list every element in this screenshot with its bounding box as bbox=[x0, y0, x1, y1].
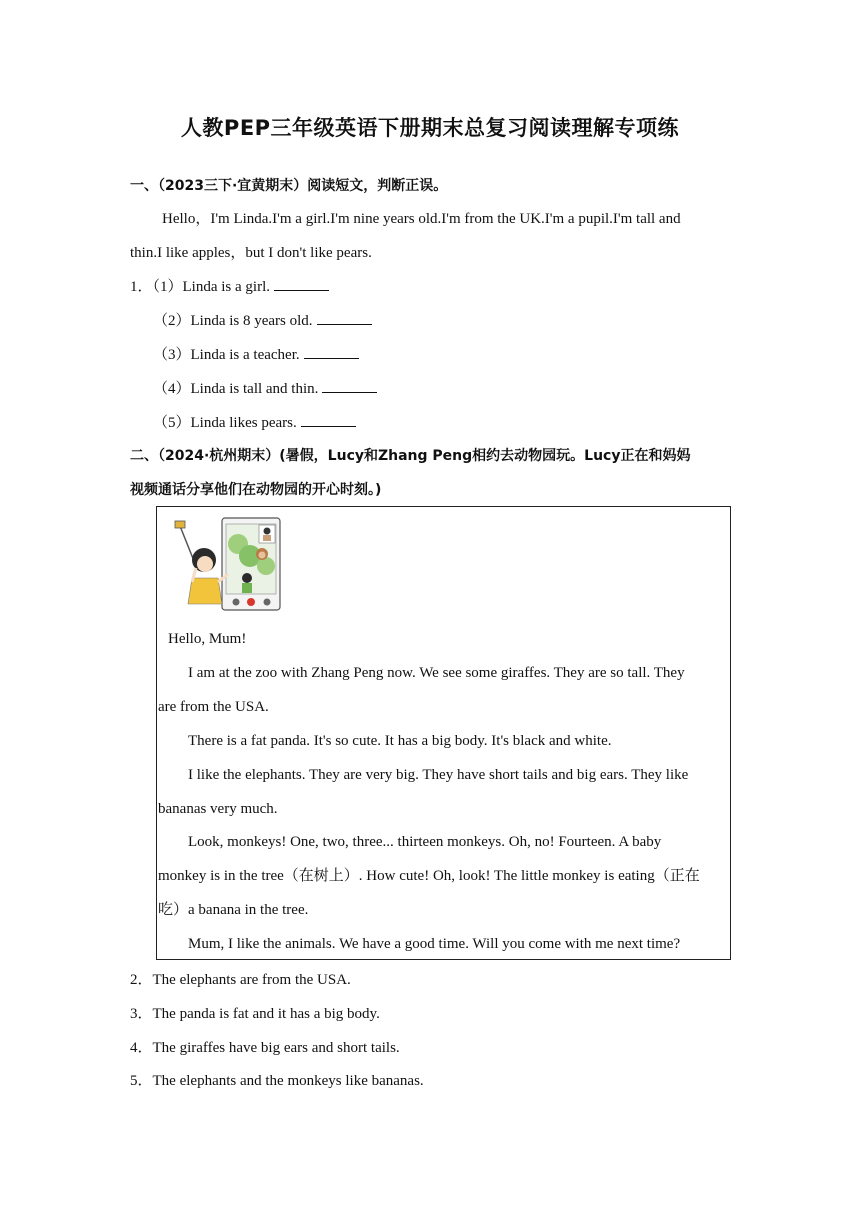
question-number: 4． bbox=[130, 1040, 153, 1056]
answer-blank[interactable] bbox=[274, 278, 329, 291]
answer-blank[interactable] bbox=[304, 346, 359, 359]
question-number: 3． bbox=[130, 1006, 153, 1022]
question-2 bbox=[130, 970, 351, 990]
question-text: （2）Linda is 8 years old. bbox=[153, 313, 313, 329]
question-5 bbox=[130, 1071, 424, 1091]
letter-line-2: are from the USA. bbox=[158, 699, 269, 715]
question-1-item-3 bbox=[153, 345, 359, 365]
section2-heading-line1: 二、（2024·杭州期末）(暑假，Lucy和Zhang Peng相约去动物园玩。Lucy正在和妈妈 bbox=[130, 448, 691, 464]
question-text: The elephants and the monkeys like bananas. bbox=[152, 1073, 424, 1089]
answer-blank[interactable] bbox=[322, 380, 377, 393]
question-text: （3）Linda is a teacher. bbox=[153, 347, 300, 363]
video-call-illustration bbox=[166, 516, 284, 612]
letter-line-7: monkey is in the tree（在树上）. How cute! Oh, look! The little monkey is eating（正在 bbox=[158, 868, 700, 884]
page-title: 人教PEP三年级英语下册期末总复习阅读理解专项练 bbox=[180, 116, 680, 140]
question-number: 5． bbox=[130, 1073, 153, 1089]
question-number: 1． bbox=[130, 279, 153, 295]
letter-greeting: Hello, Mum! bbox=[168, 631, 247, 647]
question-text: The panda is fat and it has a big body. bbox=[152, 1006, 380, 1022]
section1-heading: 一、（2023三下·宜黄期末）阅读短文，判断正误。 bbox=[130, 178, 448, 194]
question-3 bbox=[130, 1004, 380, 1024]
question-text: （1）Linda is a girl. bbox=[152, 279, 270, 295]
letter-line-9: Mum, I like the animals. We have a good time. Will you come with me next time? bbox=[188, 936, 681, 952]
section2-heading-line2: 视频通话分享他们在动物园的开心时刻。) bbox=[130, 482, 382, 498]
section1-passage-line1: Hello，I'm Linda.I'm a girl.I'm nine years old.I'm from the UK.I'm a pupil.I'm tall and bbox=[162, 211, 681, 227]
question-text: The giraffes have big ears and short tails. bbox=[152, 1040, 400, 1056]
question-number: 2． bbox=[130, 972, 153, 988]
answer-blank[interactable] bbox=[301, 414, 356, 427]
question-1-item-4 bbox=[153, 379, 377, 399]
question-4 bbox=[130, 1038, 400, 1058]
letter-line-8: 吃）a banana in the tree. bbox=[158, 902, 309, 918]
letter-line-4: I like the elephants. They are very big. They have short tails and big ears. They like bbox=[188, 767, 689, 783]
question-1-item-2 bbox=[153, 311, 372, 331]
question-text: The elephants are from the USA. bbox=[152, 972, 351, 988]
question-text: （4）Linda is tall and thin. bbox=[153, 381, 319, 397]
answer-blank[interactable] bbox=[317, 312, 372, 325]
question-text: （5）Linda likes pears. bbox=[153, 415, 297, 431]
question-1-item-5 bbox=[153, 413, 356, 433]
question-1-item-1 bbox=[130, 277, 329, 297]
letter-line-1: I am at the zoo with Zhang Peng now. We see some giraffes. They are so tall. They bbox=[188, 665, 685, 681]
letter-line-6: Look, monkeys! One, two, three... thirteen monkeys. Oh, no! Fourteen. A baby bbox=[188, 834, 662, 850]
letter-line-3: There is a fat panda. It's so cute. It has a big body. It's black and white. bbox=[188, 733, 612, 749]
section1-passage-line2: thin.I like apples，but I don't like pears. bbox=[130, 245, 372, 261]
letter-line-5: bananas very much. bbox=[158, 801, 278, 817]
